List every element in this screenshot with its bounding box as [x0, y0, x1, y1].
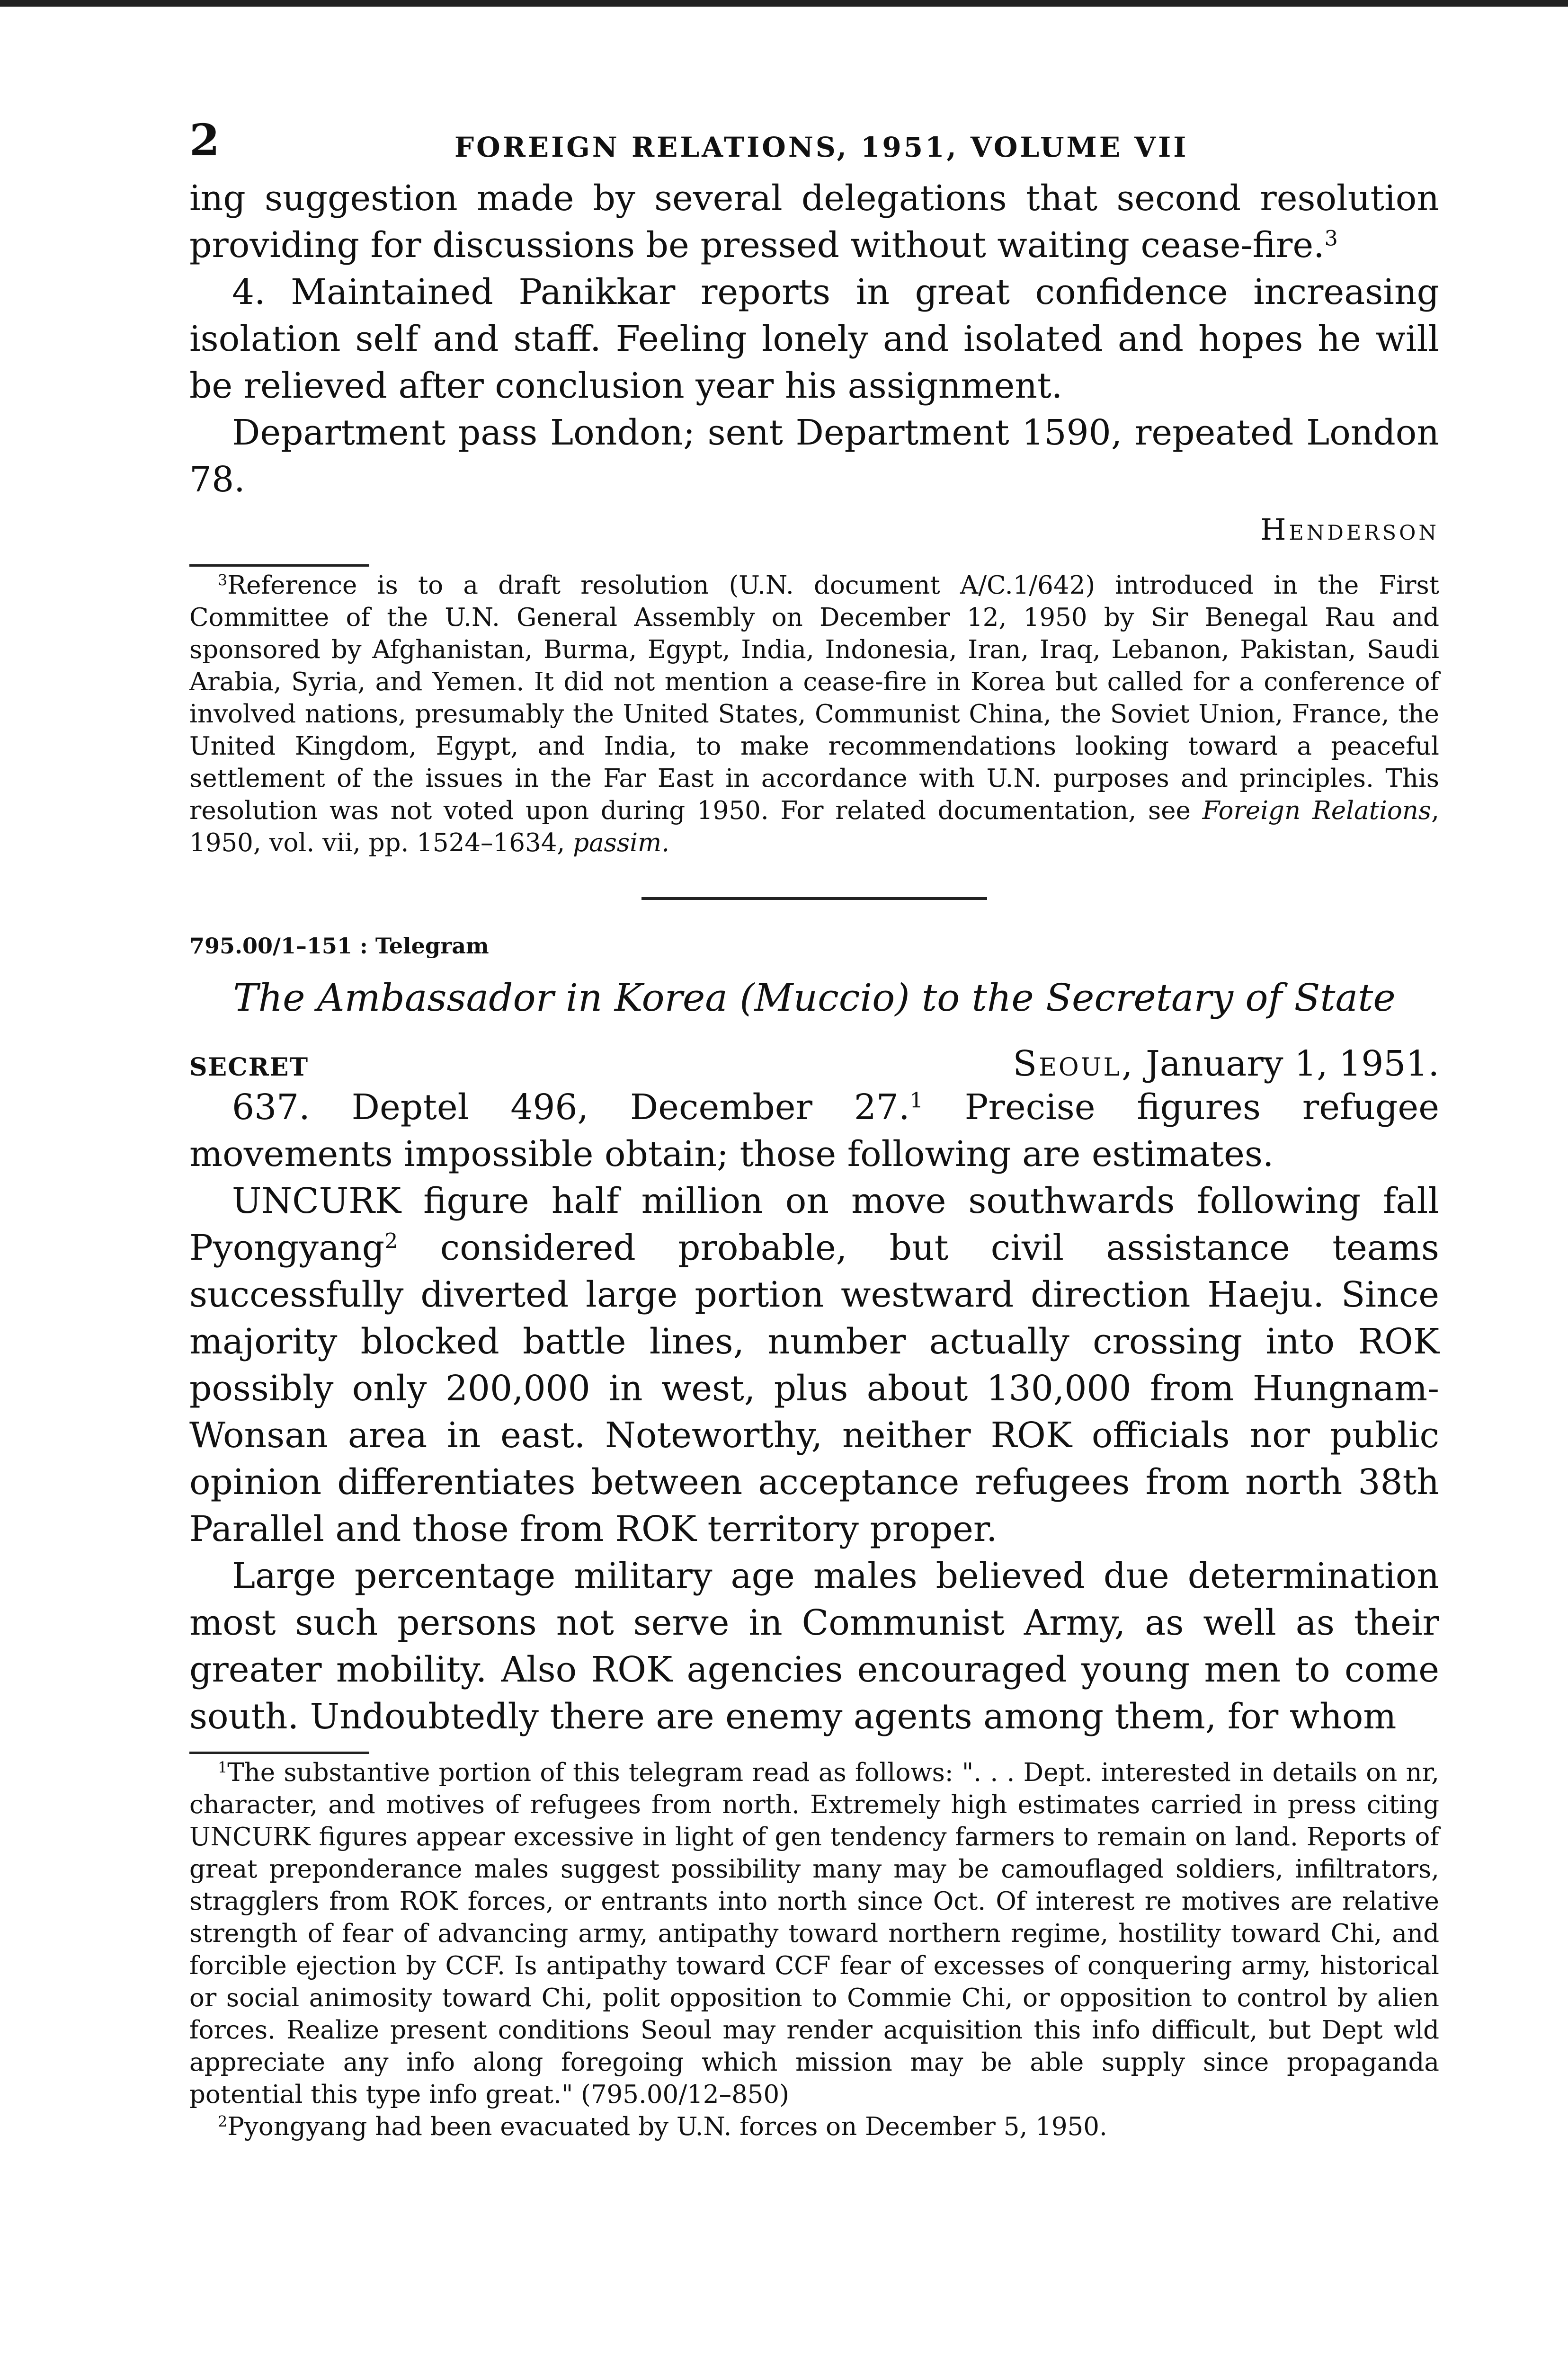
- paragraph-text: Precise figures refugee movements impossible obtain; those following are estimates.: [189, 1087, 1439, 1175]
- page-number: 2: [189, 115, 220, 166]
- paragraph-text: 637. Deptel 496, December 27.: [232, 1087, 910, 1128]
- dateline-city: Seoul,: [1013, 1043, 1135, 1084]
- footnote-3: [189, 570, 1439, 859]
- footnote-text: The substantive portion of this telegram read as follows: ". . . Dept. interested in details on nr, character, and motives of refugees from north. Extremely high estimates carried in press citing UNCURK figures appear excessive in light of gen tendency farmers to remain on land. Reports of great preponderance males suggest possibility many may be camouflaged soldiers, infiltrators, stragglers from ROK forces, or entrants into north since Oct. Of interest re motives are relative strength of fear of advancing army, antipathy toward northern regime, hostility toward Chi, and forcible ejection by CCF. Is antipathy toward CCF fear of excesses of conquering army, historical or social animosity toward Chi, polit opposition to Commie Chi, or opposition to control by alien forces. Realize present conditions Seoul may render acquisition this info difficult, but Dept wld appreciate any info along foregoing which mission may be able supply since propaganda potential this type info great." (795.00/12–850): [189, 1758, 1439, 2109]
- footnote-text: Pyongyang had been evacuated by U.N. forces on December 5, 1950.: [227, 2112, 1107, 2141]
- paragraph-text: considered probable, but civil assistance teams successfully diverted large portion westward direction Haeju. Since majority blocked battle lines, number actually crossing into ROK possibly only 200,000 in west, plus about 130,000 from Hungnam-Wonsan area in east. Noteworthy, neither ROK officials nor public opinion differentiates between acceptance refugees from north 38th Parallel and those from ROK territory proper.: [189, 1228, 1439, 1549]
- footnote-ref-3: 3: [1324, 226, 1338, 251]
- page: [189, 115, 1439, 2143]
- dateline-row: [189, 1043, 1439, 1084]
- document-1-body: [189, 175, 1439, 553]
- footnote-rule: [189, 1752, 369, 1754]
- paragraph-text: ing suggestion made by several delegations that second resolution providing for discussions be pressed without waiting cease-fire.: [189, 178, 1439, 266]
- footnote-source-title: Foreign Relations: [1202, 796, 1432, 825]
- paragraph-continued: [189, 175, 1439, 269]
- paragraph-3: Large percentage military age males believed due determination most such persons not serve in Communist Army, as well as their greater mobility. Also ROK agencies encouraged young men to come south. Undoubtedly there are enemy agents among them, for whom: [189, 1556, 1439, 1737]
- document-title: The Ambassador in Korea (Muccio) to the Secretary of State: [233, 976, 1396, 1020]
- paragraph-text: UNCURK figure half million on move southwards following fall Pyongyang: [189, 1181, 1439, 1268]
- footnote-marker: 2: [218, 2113, 228, 2131]
- footnote-rule: [189, 564, 369, 567]
- file-reference: 795.00/1–151 : Telegram: [189, 933, 489, 959]
- page-header: [189, 115, 1439, 175]
- signature: Henderson: [1260, 512, 1439, 547]
- top-border-rule: [0, 0, 1568, 7]
- footnote-source-rest: , 1950, vol. vii, pp. 1524–1634,: [189, 796, 1439, 857]
- footnote-1: [189, 1757, 1439, 2111]
- paragraph-2: [189, 1178, 1439, 1553]
- footnote-ref-2: 2: [384, 1229, 398, 1254]
- footnote-text: Reference is to a draft resolution (U.N. document A/C.1/642) introduced in the First Committee of the U.N. General Assembly on December 12, 1950 by Sir Benegal Rau and sponsored by Afghanistan, Burma, Egypt, India, Indonesia, Iran, Iraq, Lebanon, Pakistan, Saudi Arabia, Syria, and Yemen. It did not mention a cease-fire in Korea but called for a conference of involved nations, presumably the United States, Communist China, the Soviet Union, France, the United Kingdom, Egypt, and India, to make recommendations looking toward a peaceful settlement of the issues in the Far East in accordance with U.N. purposes and principles. This resolution was not voted upon during 1950. For related documentation, see: [189, 571, 1439, 825]
- dateline-date: January 1, 1951.: [1146, 1043, 1439, 1084]
- paragraph-4: 4. Maintained Panikkar reports in great confidence increasing isolation self and staff. Feeling lonely and isolated and hopes he will be relieved after conclusion year his assignment.: [189, 272, 1439, 406]
- footnote-marker: 3: [218, 571, 228, 589]
- footnote-marker: 1: [218, 1759, 228, 1777]
- running-head: FOREIGN RELATIONS, 1951, VOLUME VII: [454, 131, 1189, 163]
- paragraph-1: [189, 1084, 1439, 1178]
- section-divider: [641, 897, 987, 900]
- footnote-ref-1: 1: [909, 1088, 923, 1113]
- classification-label: SECRET: [189, 1053, 309, 1082]
- paragraph-5: Department pass London; sent Department 1590, repeated London 78.: [189, 412, 1439, 500]
- document-2-body: [189, 1084, 1439, 1740]
- footnote-2: [189, 2111, 1439, 2143]
- footnote-passim: passim.: [573, 828, 670, 857]
- dateline: [1013, 1043, 1439, 1084]
